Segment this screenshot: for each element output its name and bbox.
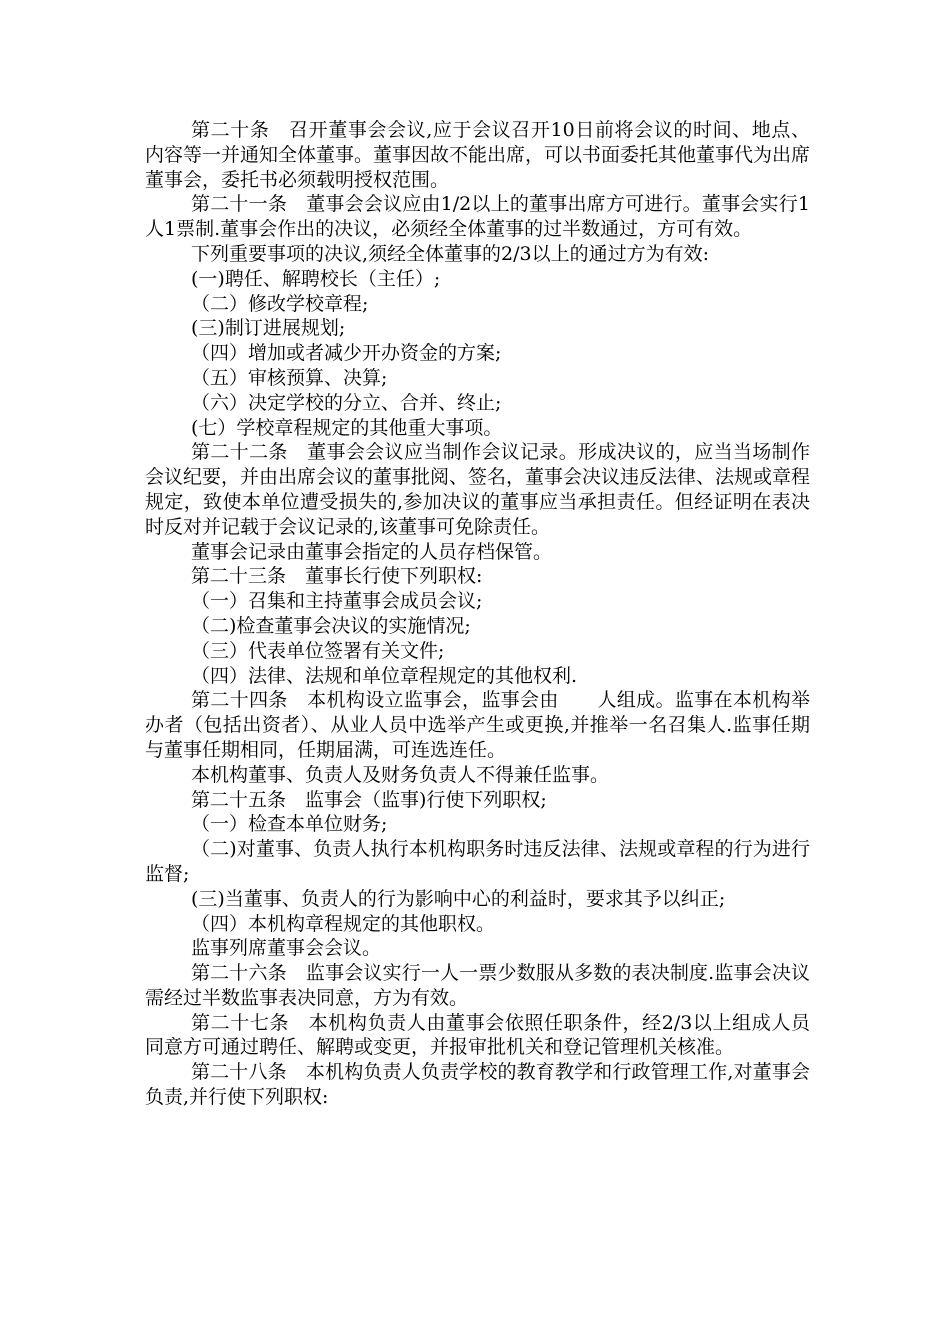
list-item: （四）增加或者减少开办资金的方案; — [191, 342, 502, 365]
list-item: (三)制订进展规划; — [191, 317, 346, 340]
list-item: （二）修改学校章程; — [191, 292, 369, 315]
list-item: （五）审核预算、决算; — [191, 366, 388, 389]
paragraph: 第二十七条 本机构负责人由董事会依照任职条件，经2/3以上组成人员同意方可通过聘任、解聘或变更，并报审批机关和登记管理机关核准。 — [145, 1011, 810, 1059]
document-body — [145, 118, 810, 1110]
paragraph: 监事列席董事会会议。 — [191, 937, 382, 960]
paragraph: 第二十一条 董事会会议应由1/2以上的董事出席方可进行。董事会实行1人1票制.董事会作出的决议，必须经全体董事的过半数通过，方可有效。 — [145, 193, 810, 241]
list-item: (七）学校章程规定的其他重大事项。 — [191, 416, 503, 439]
paragraph: 第二十二条 董事会会议应当制作会议记录。形成决议的，应当当场制作会议纪要，并由出席会议的董事批阅、签名，董事会决议违反法律、法规或章程规定，致使本单位遭受损失的,参加决议的董事应当承担责任。但经证明在表决时反对并记载于会议记录的,该董事可免除责任。 — [145, 441, 811, 538]
paragraph: 董事会记录由董事会指定的人员存档保管。 — [191, 540, 553, 563]
paragraph: 第二十八条 本机构负责人负责学校的教育教学和行政管理工作,对董事会负责,并行使下列职权: — [145, 1061, 810, 1109]
list-item: (一)聘任、解聘校长（主任）; — [191, 267, 441, 290]
list-item: （四）法律、法规和单位章程规定的其他权利. — [191, 664, 578, 687]
paragraph: 第二十三条 董事长行使下列职权: — [191, 565, 483, 588]
list-item: （一）检查本单位财务; — [191, 813, 388, 836]
paragraph: 下列重要事项的决议,须经全体董事的2/3以上的通过方为有效: — [191, 242, 710, 265]
paragraph: 第二十四条 本机构设立监事会，监事会由 人组成。监事在本机构举办者（包括出资者）、从业人员中选举产生或更换,并推举一名召集人.监事任期与董事任期相同，任期届满，可连选连任。 — [145, 689, 810, 761]
paragraph: （二)对董事、负责人执行本机构职务时违反法律、法规或章程的行为进行监督; — [145, 838, 810, 885]
list-item: （一）召集和主持董事会成员会议; — [191, 590, 483, 613]
list-item: （六）决定学校的分立、合并、终止; — [191, 391, 502, 414]
list-item: （四）本机构章程规定的其他职权。 — [191, 912, 496, 935]
paragraph: 第二十条 召开董事会会议,应于会议召开10日前将会议的时间、地点、内容等一并通知全体董事。董事因故不能出席，可以书面委托其他董事代为出席董事会，委托书必须载明授权范围。 — [145, 119, 811, 191]
paragraph: 第二十五条 监事会（监事)行使下列职权; — [191, 788, 547, 811]
list-item: （三）代表单位签署有关文件; — [191, 639, 445, 662]
paragraph: 本机构董事、负责人及财务负责人不得兼任监事。 — [191, 763, 610, 786]
paragraph: (三)当董事、负责人的行为影响中心的利益时，要求其予以纠正; — [191, 887, 726, 910]
paragraph: 第二十六条 监事会议实行一人一票少数服从多数的表决制度.监事会决议需经过半数监事表决同意，方为有效。 — [145, 962, 810, 1009]
list-item: （二)检查董事会决议的实施情况; — [191, 614, 471, 637]
